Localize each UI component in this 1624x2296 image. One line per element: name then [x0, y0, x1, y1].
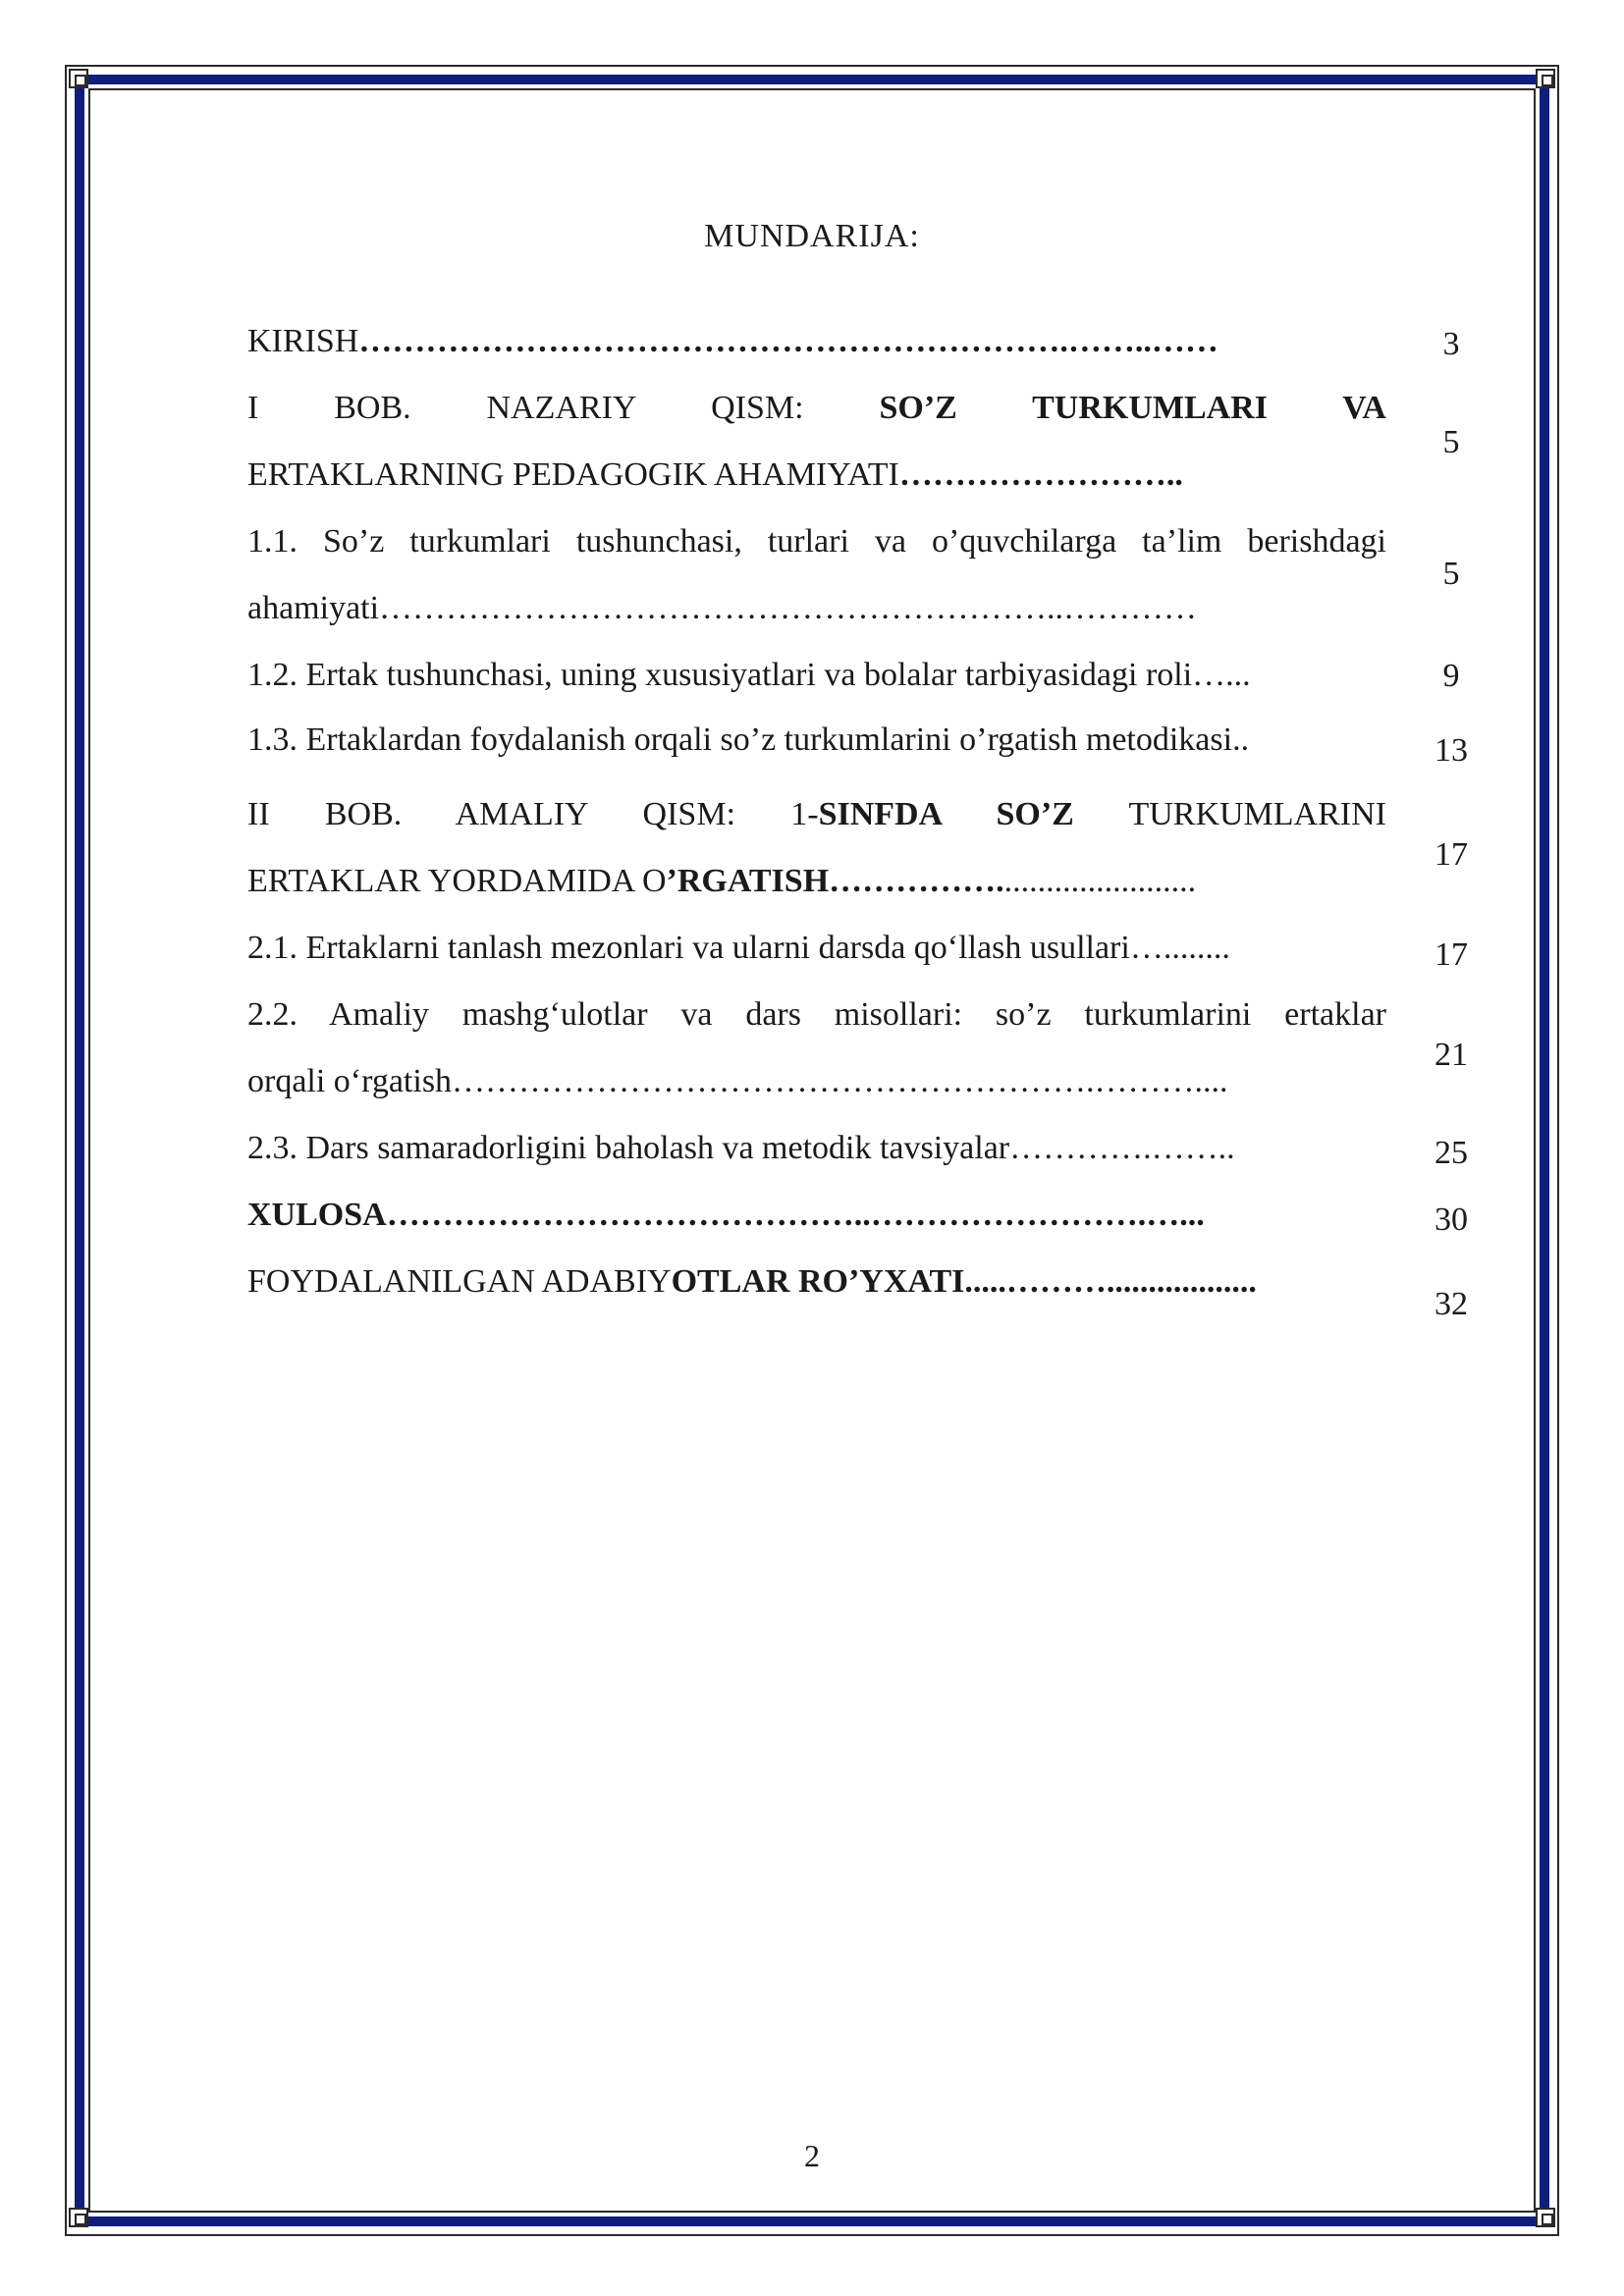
toc-page-number: 17: [1435, 936, 1468, 973]
toc-leader-dots: .......................: [1003, 863, 1197, 899]
toc-entry-label: orqali o‘rgatish………………………………………………….………....: [247, 1063, 1228, 1099]
toc-entry-label: ERTAKLARNING PEDAGOGIK AHAMIYATI: [247, 456, 899, 493]
toc-entry-label: XULOSA……………………………………..…………………….…...: [247, 1197, 1205, 1233]
toc-entry-section-2-3[interactable]: [247, 1115, 1386, 1182]
toc-entry-chapter-2[interactable]: [247, 781, 1386, 915]
toc-entry-section-1-3[interactable]: [247, 707, 1386, 774]
toc-page-number: 5: [1442, 424, 1460, 460]
toc-page-number: 5: [1442, 556, 1460, 592]
toc-entry-label: I BOB. NAZARIY QISM:: [247, 390, 880, 426]
toc-page-number: 9: [1442, 658, 1460, 694]
toc-entry-label: 1.1. So’z turkumlari tushunchasi, turlari va o’quvchilarga ta’lim berishdagi: [247, 523, 1386, 560]
toc-entry-section-1-2[interactable]: [247, 642, 1386, 709]
toc-leader-dots: ……………………..: [898, 456, 1183, 493]
toc-page-number: 17: [1435, 836, 1468, 873]
toc-page-number: 21: [1435, 1037, 1468, 1073]
toc-entry-label: 2.1. Ertaklarni tanlash mezonlari va ularni darsda qo‘llash usullari…........: [247, 930, 1230, 966]
toc-page-number: 25: [1435, 1135, 1468, 1171]
toc-entry-label-bold: SINFDA SO’Z: [818, 796, 1074, 832]
toc-leader-dots: ……………………………………………………….……..……: [358, 323, 1218, 359]
frame-corner-ornament: [69, 2208, 88, 2227]
toc-entry-xulosa[interactable]: [247, 1182, 1386, 1249]
toc-page-number: 3: [1442, 326, 1460, 362]
toc-page-number: 32: [1435, 1286, 1468, 1322]
toc-entry-label: KIRISH: [247, 323, 359, 359]
toc-entry-label: ahamiyati……………………………………………………..…………: [247, 590, 1198, 626]
toc-entry-label: 2.3. Dars samaradorligini baholash va metodik tavsiyalar………….……..: [247, 1130, 1235, 1166]
page-number: 2: [804, 2138, 820, 2173]
toc-entry-section-2-1[interactable]: [247, 915, 1386, 982]
toc-title: MUNDARIJA:: [704, 218, 920, 254]
toc-entry-label-bold: OTLAR RO’YXATI.....………..................: [671, 1263, 1257, 1300]
toc-entry-chapter-1[interactable]: [247, 375, 1386, 508]
toc-entry-label-bold: ’RGATISH…………….: [666, 863, 1004, 899]
frame-corner-ornament: [69, 69, 88, 88]
toc-entry-section-1-1[interactable]: [247, 508, 1386, 642]
toc-entry-label-bold: SO’Z TURKUMLARI VA: [879, 390, 1386, 426]
frame-corner-ornament: [1536, 69, 1555, 88]
toc-entry-label: TURKUMLARINI: [1073, 796, 1386, 832]
toc-entry-label: 2.2. Amaliy mashg‘ulotlar va dars misollari: so’z turkumlarini ertaklar: [247, 996, 1386, 1033]
toc-entry-label: ERTAKLAR YORDAMIDA O: [247, 863, 667, 899]
toc-entry-label: 1.3. Ertaklardan foydalanish orqali so’z turkumlarini o’rgatish metodikasi..: [247, 721, 1250, 758]
toc-entry-references[interactable]: [247, 1249, 1386, 1315]
toc-entry-label: 1.2. Ertak tushunchasi, uning xususiyatlari va bolalar tarbiyasidagi roli…...: [247, 657, 1251, 693]
toc-entry-label: II BOB. AMALIY QISM: 1-: [247, 796, 819, 832]
toc-page-number: 13: [1435, 732, 1468, 769]
frame-corner-ornament: [1536, 2208, 1555, 2227]
toc-entry-section-2-2[interactable]: [247, 982, 1386, 1115]
toc-entry-label: FOYDALANILGAN ADABIY: [247, 1263, 672, 1300]
toc-page-number: 30: [1435, 1201, 1468, 1238]
toc-entry-kirish[interactable]: [247, 308, 1386, 375]
